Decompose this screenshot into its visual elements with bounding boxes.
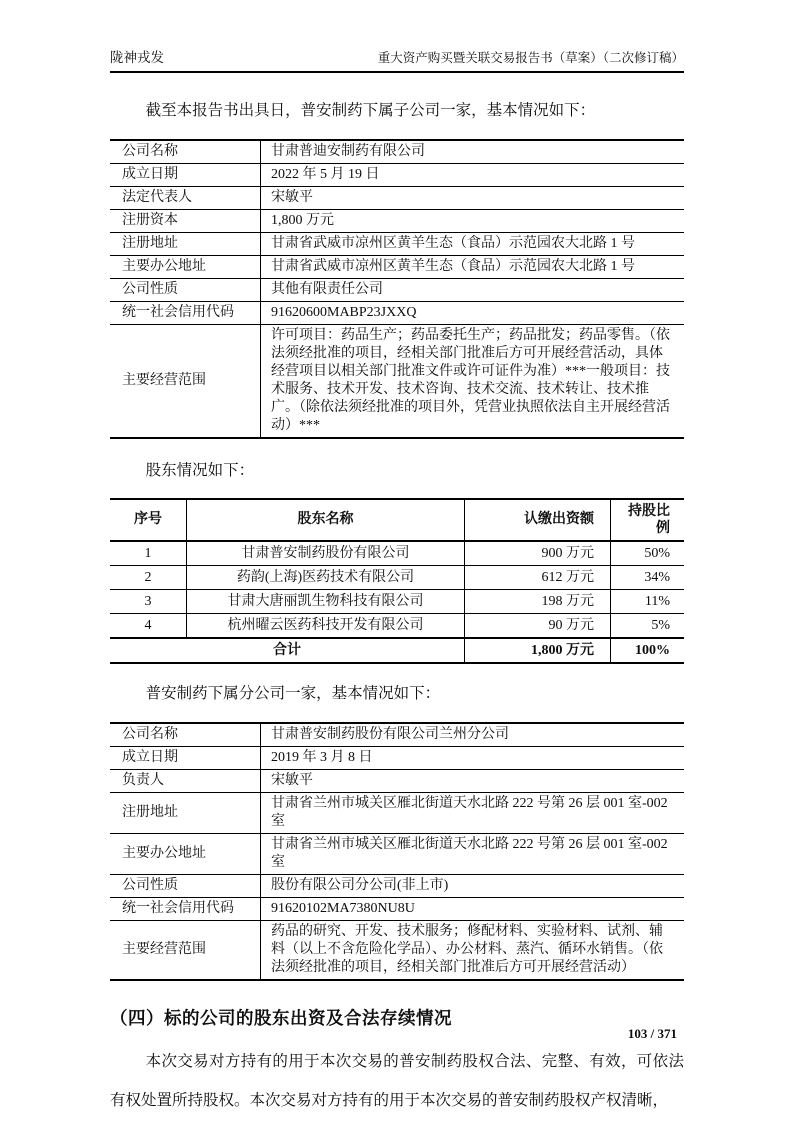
table-row: [110, 769, 684, 792]
shareholder-row: [110, 613, 684, 638]
table-row: [110, 210, 684, 233]
field-value: 甘肃省兰州市城关区雁北街道天水北路 222 号第 26 层 001 室-002 室: [261, 792, 685, 833]
field-label: 负责人: [110, 769, 261, 792]
field-label: 主要经营范围: [110, 920, 261, 980]
shareholder-row: [110, 589, 684, 613]
table-row: [110, 325, 684, 439]
row-index: 3: [110, 589, 187, 613]
field-value: 91620600MABP23JXXQ: [261, 302, 685, 325]
field-label: 注册地址: [110, 792, 261, 833]
body-paragraph: 本次交易对方持有的用于本次交易的普安制药股权合法、完整、有效，可依法有权处置所持股权。本次交易对方持有的用于本次交易的普安制药股权产权清晰，: [110, 1052, 684, 1110]
table-row: [110, 746, 684, 769]
field-value: 药品的研究、开发、技术服务；修配材料、实验材料、试剂、辅料（以上不含危险化学品）、办公材料、蒸汽、循环水销售。（依法须经批准的项目，经相关部门批准后方可开展经营活动）: [271, 923, 663, 975]
field-label: 公司名称: [110, 723, 261, 747]
field-label: 主要经营范围: [110, 325, 261, 439]
contribution-amount: 612 万元: [465, 565, 611, 589]
table-row: [110, 874, 684, 897]
total-ratio: 100%: [611, 638, 685, 663]
field-value: 宋敏平: [261, 769, 685, 792]
field-label: 公司名称: [110, 140, 261, 164]
field-value: 甘肃省武威市凉州区黄羊生态（食品）示范园农大北路 1 号: [261, 256, 685, 279]
field-value: 91620102MA7380NU8U: [261, 897, 685, 920]
column-header: 持股比例: [611, 499, 685, 541]
field-label: 公司性质: [110, 279, 261, 302]
intro-subsidiary-paragraph: 截至本报告书出具日，普安制药下属子公司一家，基本情况如下：: [145, 102, 596, 119]
field-label: 主要办公地址: [110, 256, 261, 279]
field-value: 1,800 万元: [261, 210, 685, 233]
field-label: 注册资本: [110, 210, 261, 233]
field-label: 统一社会信用代码: [110, 897, 261, 920]
field-label: 公司性质: [110, 874, 261, 897]
branch-info-table-body: [110, 723, 684, 980]
row-index: 1: [110, 541, 187, 566]
table-row: [110, 140, 684, 164]
shareholders-intro-paragraph: 股东情况如下：: [145, 462, 255, 480]
contribution-amount: 900 万元: [465, 541, 611, 566]
shareholder-name: 甘肃大唐丽凯生物科技有限公司: [187, 589, 465, 613]
field-value: 甘肃普安制药股份有限公司兰州分公司: [261, 723, 685, 747]
total-amount: 1,800 万元: [465, 638, 611, 663]
contribution-amount: 198 万元: [465, 589, 611, 613]
branch-info-table: [110, 722, 684, 981]
field-value: 其他有限责任公司: [261, 279, 685, 302]
shareholder-name: 药韵(上海)医药技术有限公司: [187, 565, 465, 589]
shareholders-table: [110, 498, 684, 664]
table-row: [110, 187, 684, 210]
holding-ratio: 50%: [611, 541, 685, 566]
header-company-short-name: 陇神戎发: [110, 50, 164, 65]
total-row: [110, 638, 684, 663]
table-row: [110, 833, 684, 874]
field-value: 许可项目：药品生产；药品委托生产；药品批发；药品零售。（依法须经批准的项目，经相关部门批准后方可开展经营活动，具体经营项目以相关部门批准文件或许可证件为准）***一般项目：技术服务、技术开发、技术咨询、技术交流、技术转让、技术推广。（除依法须经批准的项目外，凭营业执照依法自主开展经营活动）***: [271, 328, 670, 434]
shareholder-name: 甘肃普安制药股份有限公司: [187, 541, 465, 566]
field-label: 成立日期: [110, 746, 261, 769]
shareholder-row: [110, 565, 684, 589]
field-label: 主要办公地址: [110, 833, 261, 874]
holding-ratio: 34%: [611, 565, 685, 589]
section-heading: （四）标的公司的股东出资及合法存续情况: [110, 1007, 452, 1028]
shareholder-name: 杭州曜云医药科技开发有限公司: [187, 613, 465, 638]
table-row: [110, 164, 684, 187]
row-index: 2: [110, 565, 187, 589]
table-row: [110, 279, 684, 302]
table-row: [110, 897, 684, 920]
field-value: 2022 年 5 月 19 日: [261, 164, 685, 187]
column-header: 股东名称: [187, 499, 465, 541]
field-label: 统一社会信用代码: [110, 302, 261, 325]
field-label: 注册地址: [110, 233, 261, 256]
intro-branch-paragraph: 普安制药下属分公司一家，基本情况如下：: [145, 684, 441, 702]
subsidiary-info-table: [110, 139, 684, 439]
field-value: 甘肃省武威市凉州区黄羊生态（食品）示范园农大北路 1 号: [261, 233, 685, 256]
table-row: [110, 723, 684, 747]
shareholders-table-footer: [110, 638, 684, 663]
shareholders-table-head: [110, 499, 684, 541]
field-value: 2019 年 3 月 8 日: [261, 746, 685, 769]
total-label: 合计: [110, 638, 465, 663]
contribution-amount: 90 万元: [465, 613, 611, 638]
page-number: 103 / 371: [627, 1026, 677, 1041]
shareholders-table-body: [110, 541, 684, 638]
field-label: 成立日期: [110, 164, 261, 187]
table-row: [110, 302, 684, 325]
subsidiary-info-table-body: [110, 140, 684, 438]
table-row: [110, 792, 684, 833]
field-value: 宋敏平: [261, 187, 685, 210]
holding-ratio: 5%: [611, 613, 685, 638]
shareholders-header-row: [110, 499, 684, 541]
row-index: 4: [110, 613, 187, 638]
field-label: 法定代表人: [110, 187, 261, 210]
column-header: 认缴出资额: [465, 499, 611, 541]
column-header: 序号: [110, 499, 187, 541]
field-value: 甘肃普迪安制药有限公司: [261, 140, 685, 164]
page-header: [110, 46, 684, 73]
shareholder-row: [110, 541, 684, 566]
table-row: [110, 920, 684, 980]
table-row: [110, 256, 684, 279]
field-value: 股份有限公司分公司(非上市): [261, 874, 685, 897]
header-report-title: 重大资产购买暨关联交易报告书（草案）（二次修订稿）: [377, 51, 684, 65]
holding-ratio: 11%: [611, 589, 685, 613]
table-row: [110, 233, 684, 256]
field-value: 甘肃省兰州市城关区雁北街道天水北路 222 号第 26 层 001 室-002 室: [261, 833, 685, 874]
